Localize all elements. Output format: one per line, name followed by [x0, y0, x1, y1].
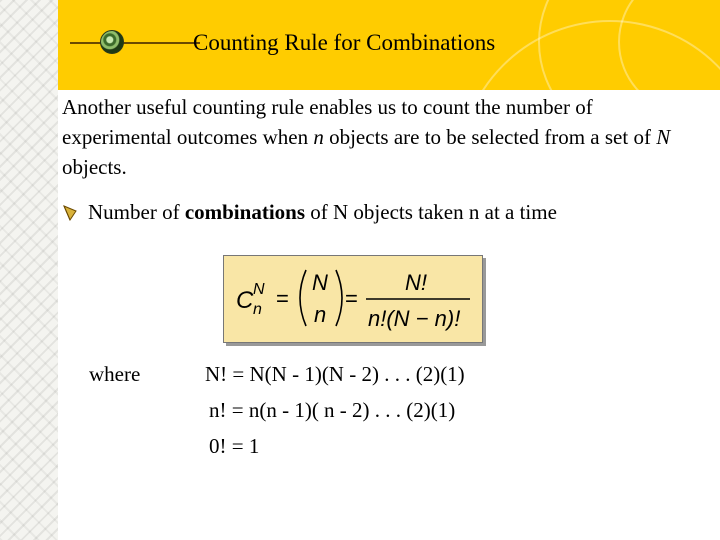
binom-left-paren: [300, 270, 306, 326]
intro-text: objects are to be selected from a set of: [323, 125, 657, 149]
equation-n-factorial: n! = n(n - 1)( n - 2) . . . (2)(1): [209, 398, 456, 422]
equation-zero-factorial: 0! = 1: [209, 434, 260, 458]
bullet-item: [62, 197, 662, 227]
bullet-ball-icon: [100, 30, 124, 54]
decorative-side-pattern: [0, 0, 58, 540]
slide-title: Counting Rule for Combinations: [193, 30, 496, 55]
bullet-text-after: of N objects taken n at a time: [305, 200, 557, 224]
fraction-numerator: N!: [405, 270, 427, 295]
intro-paragraph: [62, 92, 702, 182]
intro-text: objects.: [62, 155, 127, 179]
binom-top: N: [312, 270, 328, 295]
intro-text: Another useful counting rule enables us to count the number of experimental outcomes when: [62, 95, 593, 149]
bullet-arrow-icon: [62, 203, 78, 221]
equation-N-factorial: N! = N(N - 1)(N - 2) . . . (2)(1): [205, 362, 465, 386]
fraction-denominator: n!(N − n)!: [368, 306, 461, 331]
bullet-text-before: Number of: [88, 200, 185, 224]
formula-equals: =: [276, 286, 289, 311]
formula-c-sup: N: [253, 281, 265, 298]
bullet-bold-term: combinations: [184, 200, 305, 224]
binom-bottom: n: [314, 302, 327, 327]
binom-right-paren: [336, 270, 342, 326]
formula-equals-2: =: [345, 286, 358, 311]
where-label: where: [89, 362, 141, 386]
bullet-text: [88, 197, 662, 227]
variable-n: n: [313, 125, 324, 149]
variable-N: N: [656, 125, 671, 149]
combination-formula: [224, 256, 482, 342]
title-line: [70, 42, 200, 44]
formula-c-sub: n: [253, 301, 262, 318]
formula-box: [223, 255, 483, 343]
formula-c: C: [236, 287, 254, 314]
